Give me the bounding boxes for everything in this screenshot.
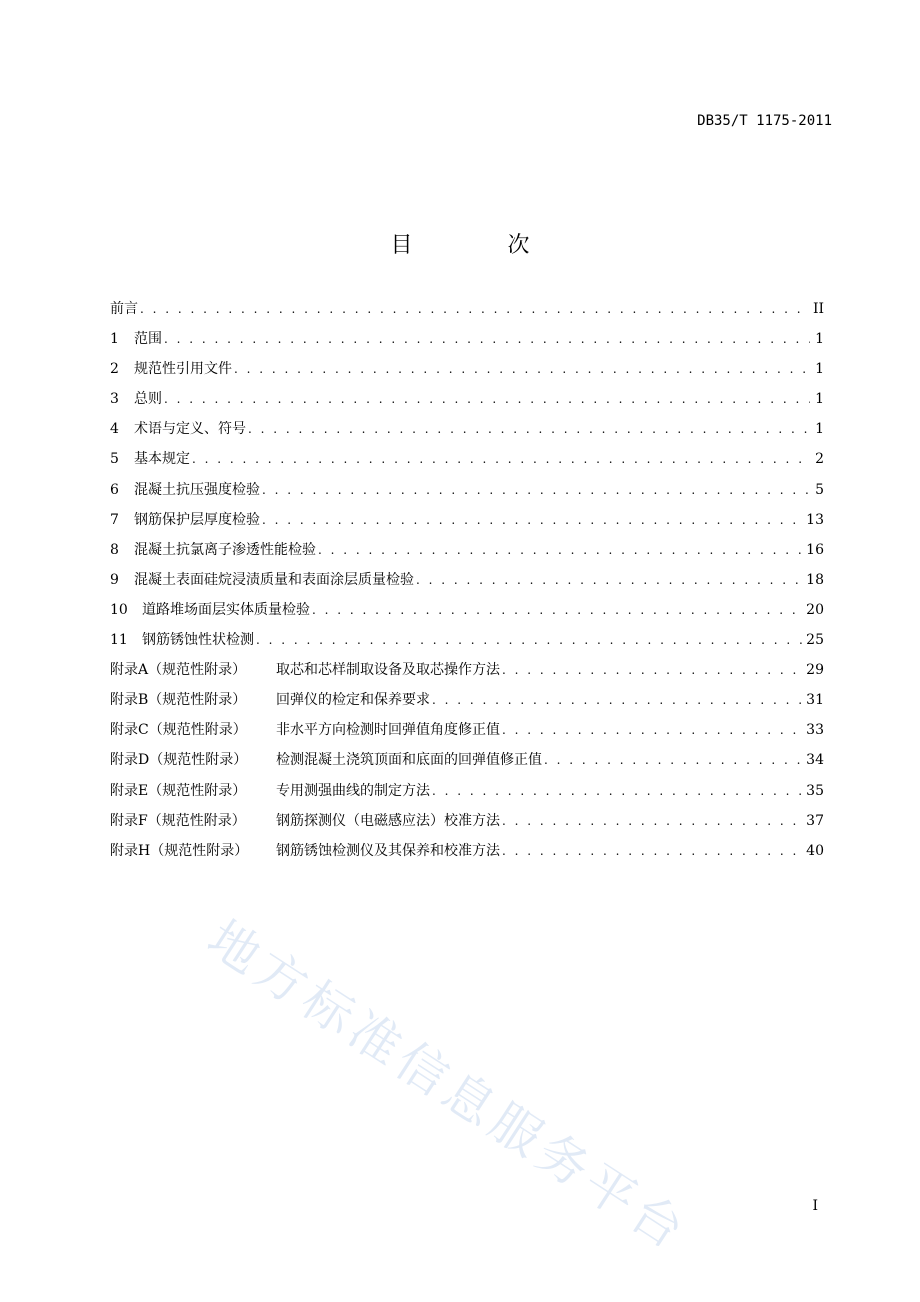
toc-entry-number: 附录C（规范性附录） <box>110 722 247 739</box>
toc-entry-title <box>110 358 232 378</box>
page-title: 目 次 <box>390 233 574 258</box>
toc-entry[interactable] <box>110 749 824 779</box>
toc-entry-title <box>110 689 430 709</box>
toc-entry-number: 1 <box>110 331 119 348</box>
toc-entry[interactable] <box>110 780 824 810</box>
toc-entry-page: 1 <box>815 361 824 378</box>
toc-leader-dots <box>318 543 802 557</box>
toc-entry-title <box>110 659 500 679</box>
toc-entry-number: 3 <box>110 391 119 408</box>
toc-entry-number: 附录F（规范性附录） <box>110 812 246 829</box>
toc-leader-dots <box>248 422 810 436</box>
toc-entry-number: 附录A（规范性附录） <box>110 662 247 679</box>
toc-entry-number: 5 <box>110 451 119 468</box>
toc-leader-dots <box>544 753 802 767</box>
toc-entry-title <box>110 599 310 619</box>
toc-entry-title <box>110 328 162 348</box>
toc-entry-label: 专用测强曲线的制定方法 <box>276 782 430 799</box>
toc-entry-label: 非水平方向检测时回弹值角度修正值 <box>276 722 500 739</box>
toc-entry[interactable] <box>110 358 824 388</box>
toc-entry[interactable] <box>110 689 824 719</box>
toc-leader-dots <box>502 723 802 737</box>
toc-entry-label: 钢筋锈蚀检测仪及其保养和校准方法 <box>276 842 500 859</box>
page-number: I <box>812 1198 818 1214</box>
toc-entry[interactable] <box>110 810 824 840</box>
toc-entry-page: 1 <box>815 331 824 348</box>
toc-entry[interactable] <box>110 659 824 689</box>
toc-leader-dots <box>164 332 810 346</box>
toc-leader-dots <box>502 663 802 677</box>
toc-entry-label: 混凝土抗压强度检验 <box>134 481 260 498</box>
toc-entry[interactable] <box>110 509 824 539</box>
toc-entry[interactable] <box>110 569 824 599</box>
toc-entry[interactable] <box>110 448 824 478</box>
toc-entry-number: 6 <box>110 481 119 498</box>
toc-entry-title <box>110 780 430 800</box>
toc-leader-dots <box>432 784 802 798</box>
toc-entry-title <box>110 539 316 559</box>
toc-entry-number: 4 <box>110 421 119 438</box>
toc-entry-page: 37 <box>806 812 824 829</box>
toc-entry-label: 钢筋探测仪（电磁感应法）校准方法 <box>276 812 500 829</box>
toc-entry-page: 29 <box>806 662 824 679</box>
toc-entry-number: 附录B（规范性附录） <box>110 692 247 709</box>
toc-entry-label: 回弹仪的检定和保养要求 <box>276 692 430 709</box>
toc-entry[interactable] <box>110 479 824 509</box>
toc-entry-number: 8 <box>110 541 119 558</box>
toc-leader-dots <box>312 603 802 617</box>
toc-entry-title <box>110 418 246 438</box>
standard-code: DB35/T 1175-2011 <box>697 113 832 129</box>
toc-entry-title <box>110 840 500 860</box>
toc-entry-label: 术语与定义、符号 <box>134 421 246 438</box>
toc-entry[interactable] <box>110 328 824 358</box>
toc-entry-label: 规范性引用文件 <box>134 361 232 378</box>
toc-entry-label: 道路堆场面层实体质量检验 <box>142 601 310 618</box>
toc-entry-page: 1 <box>815 421 824 438</box>
toc-leader-dots <box>432 693 802 707</box>
toc-entry-page: 31 <box>806 692 824 709</box>
toc-entry-page: 25 <box>806 632 824 649</box>
toc-entry-label: 取芯和芯样制取设备及取芯操作方法 <box>276 662 500 679</box>
toc-entry-label: 前言 <box>110 301 138 317</box>
toc-entry-label: 基本规定 <box>134 451 190 468</box>
toc-entry[interactable] <box>110 719 824 749</box>
toc-leader-dots <box>416 573 802 587</box>
toc-leader-dots <box>262 513 802 527</box>
toc-entry-page: 2 <box>815 451 824 468</box>
toc-entry-number: 10 <box>110 601 128 618</box>
toc-entry[interactable] <box>110 388 824 418</box>
toc-leader-dots <box>262 483 810 497</box>
toc-entry-page: 5 <box>815 481 824 498</box>
toc-leader-dots <box>234 362 810 376</box>
toc-entry-number: 附录D（规范性附录） <box>110 752 248 769</box>
toc-entry[interactable] <box>110 629 824 659</box>
toc-entry-page: 40 <box>806 842 824 859</box>
watermark: 地方标准信息服务平台 <box>197 909 699 1263</box>
toc-entry-number: 附录E（规范性附录） <box>110 782 247 799</box>
toc-entry-page: 1 <box>815 391 824 408</box>
toc-entry[interactable] <box>110 418 824 448</box>
toc-entry-title <box>110 569 414 589</box>
toc-leader-dots <box>164 392 810 406</box>
toc-entry[interactable] <box>110 539 824 569</box>
table-of-contents <box>110 298 824 870</box>
toc-entry-title <box>110 629 254 649</box>
toc-entry-title <box>110 388 162 408</box>
toc-entry-page: 18 <box>806 571 824 588</box>
toc-leader-dots <box>502 844 802 858</box>
toc-entry-title <box>110 509 260 529</box>
toc-entry-page: 20 <box>806 601 824 618</box>
toc-entry-number: 11 <box>110 632 128 649</box>
toc-entry-label: 总则 <box>134 391 162 408</box>
toc-entry-title <box>110 719 500 739</box>
toc-leader-dots <box>256 633 802 647</box>
toc-entry-page: 16 <box>806 541 824 558</box>
toc-entry-title <box>110 298 138 318</box>
toc-entry[interactable] <box>110 840 824 870</box>
toc-leader-dots <box>192 452 810 466</box>
toc-entry-label: 混凝土表面硅烷浸渍质量和表面涂层质量检验 <box>134 571 414 588</box>
toc-entry-number: 2 <box>110 361 119 378</box>
toc-entry-label: 钢筋锈蚀性状检测 <box>142 632 254 649</box>
toc-entry-label: 检测混凝土浇筑顶面和底面的回弹值修正值 <box>276 752 542 769</box>
toc-entry-number: 7 <box>110 511 119 528</box>
toc-entry[interactable] <box>110 298 824 328</box>
toc-entry-number: 9 <box>110 571 119 588</box>
toc-entry[interactable] <box>110 599 824 629</box>
toc-leader-dots <box>502 814 802 828</box>
toc-entry-page: 35 <box>806 782 824 799</box>
toc-entry-label: 钢筋保护层厚度检验 <box>134 511 260 528</box>
toc-entry-title <box>110 749 542 769</box>
toc-entry-page: 33 <box>806 722 824 739</box>
toc-entry-title <box>110 810 500 830</box>
toc-leader-dots <box>140 302 809 316</box>
toc-entry-page: II <box>812 301 824 317</box>
toc-entry-page: 13 <box>806 511 824 528</box>
toc-entry-page: 34 <box>806 752 824 769</box>
toc-entry-number: 附录H（规范性附录） <box>110 842 249 859</box>
toc-entry-title <box>110 448 190 468</box>
toc-entry-title <box>110 479 260 499</box>
toc-entry-label: 混凝土抗氯离子渗透性能检验 <box>134 541 316 558</box>
toc-entry-label: 范围 <box>134 331 162 348</box>
